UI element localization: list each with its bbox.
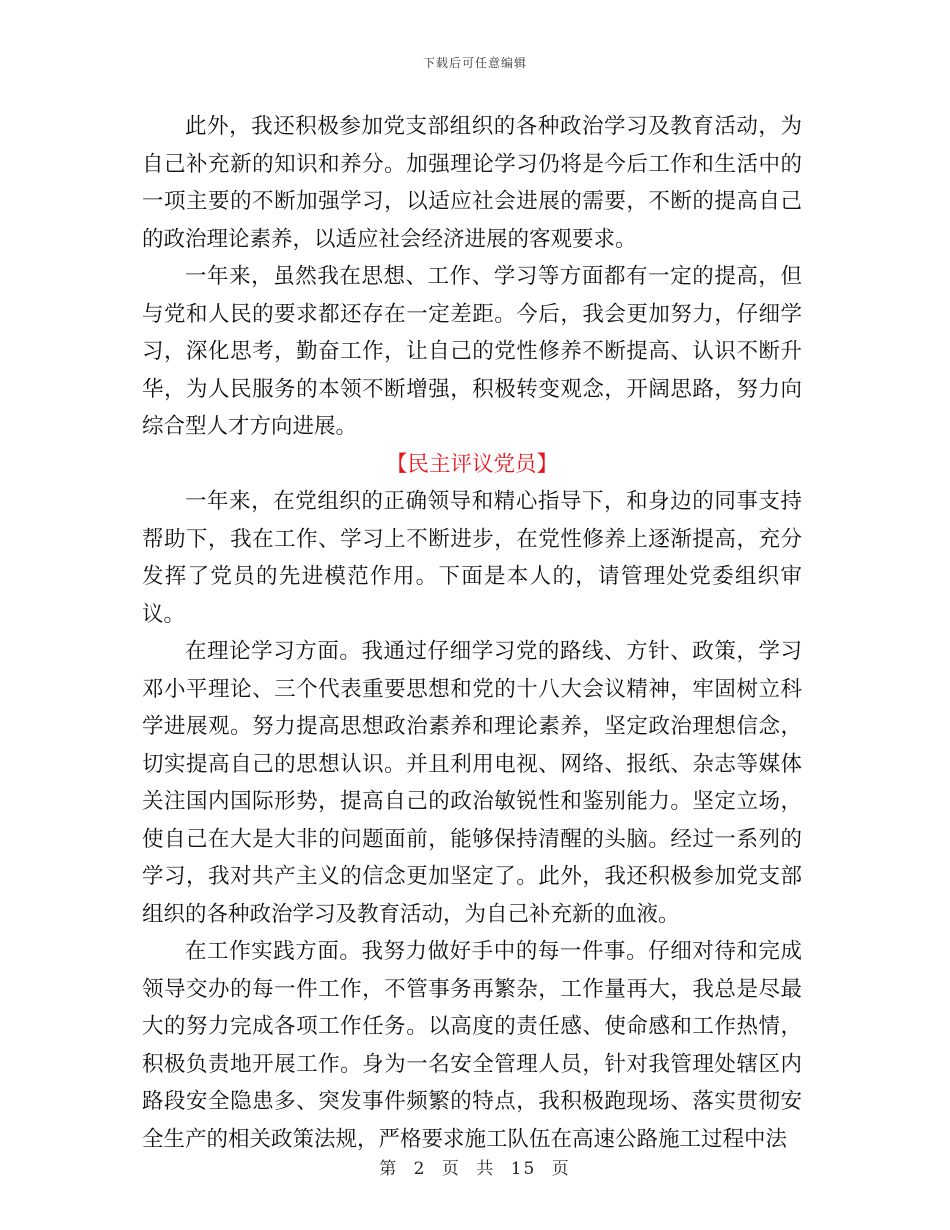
footer-page-word: 页: [441, 1159, 461, 1179]
section-title: 【民主评议党员】: [385, 451, 558, 477]
paragraph: 此外，我还积极参加党支部组织的各种政治学习及教育活动，为自己补充新的知识和养分。加强理论学习仍将是今后工作和生活中的一项主要的不断加强学习，以适应社会进展的需要，不断的提高自己的政治理论素养，以适应社会经济进展的客观要求。: [142, 114, 802, 252]
footer-total-word: 共: [476, 1159, 496, 1179]
page-header: 下载后可任意编辑: [422, 56, 527, 70]
page-footer: [0, 1154, 950, 1179]
paragraph: 在理论学习方面。我通过仔细学习党的路线、方针、政策，学习邓小平理论、三个代表重要思想和党的十八大会议精神，牢固树立科学进展观。努力提高思想政治素养和理论素养，坚定政治理想信念，切实提高自己的思想认识。并且利用电视、网络、报纸、杂志等媒体关注国内国际形势，提高自己的政治敏锐性和鉴别能力。坚定立场，使自己在大是大非的问题面前，能够保持清醒的头脑。经过一系列的学习，我对共产主义的信念更加坚定了。此外，我还积极参加党支部组织的各种政治学习及教育活动，为自己补充新的血液。: [142, 639, 802, 927]
document-body: [142, 108, 802, 1158]
current-page-number: 2: [413, 1159, 427, 1179]
paragraph: 一年来，虽然我在思想、工作、学习等方面都有一定的提高，但与党和人民的要求都还存在一定差距。今后，我会更加努力，仔细学习，深化思考，勤奋工作，让自己的党性修养不断提高、认识不断升华，为人民服务的本领不断增强，积极转变观念，开阔思路，努力向综合型人才方向进展。: [142, 264, 802, 439]
footer-prefix: 第: [379, 1159, 399, 1179]
paragraph: 一年来，在党组织的正确领导和精心指导下，和身边的同事支持帮助下，我在工作、学习上不断进步，在党性修养上逐渐提高，充分发挥了党员的先进模范作用。下面是本人的，请管理处党委组织审议。: [142, 489, 802, 627]
footer-suffix: 页: [551, 1159, 571, 1179]
paragraph: 在工作实践方面。我努力做好手中的每一件事。仔细对待和完成领导交办的每一件工作，不管事务再繁杂，工作量再大，我总是尽最大的努力完成各项工作任务。以高度的责任感、使命感和工作热情，积极负责地开展工作。身为一名安全管理人员，针对我管理处辖区内路段安全隐患多、突发事件频繁的特点，我积极跑现场、落实贯彻安全生产的相关政策法规，严格要求施工队伍在高速公路施工过程中法: [142, 939, 802, 1152]
total-pages-number: 15: [510, 1159, 537, 1179]
